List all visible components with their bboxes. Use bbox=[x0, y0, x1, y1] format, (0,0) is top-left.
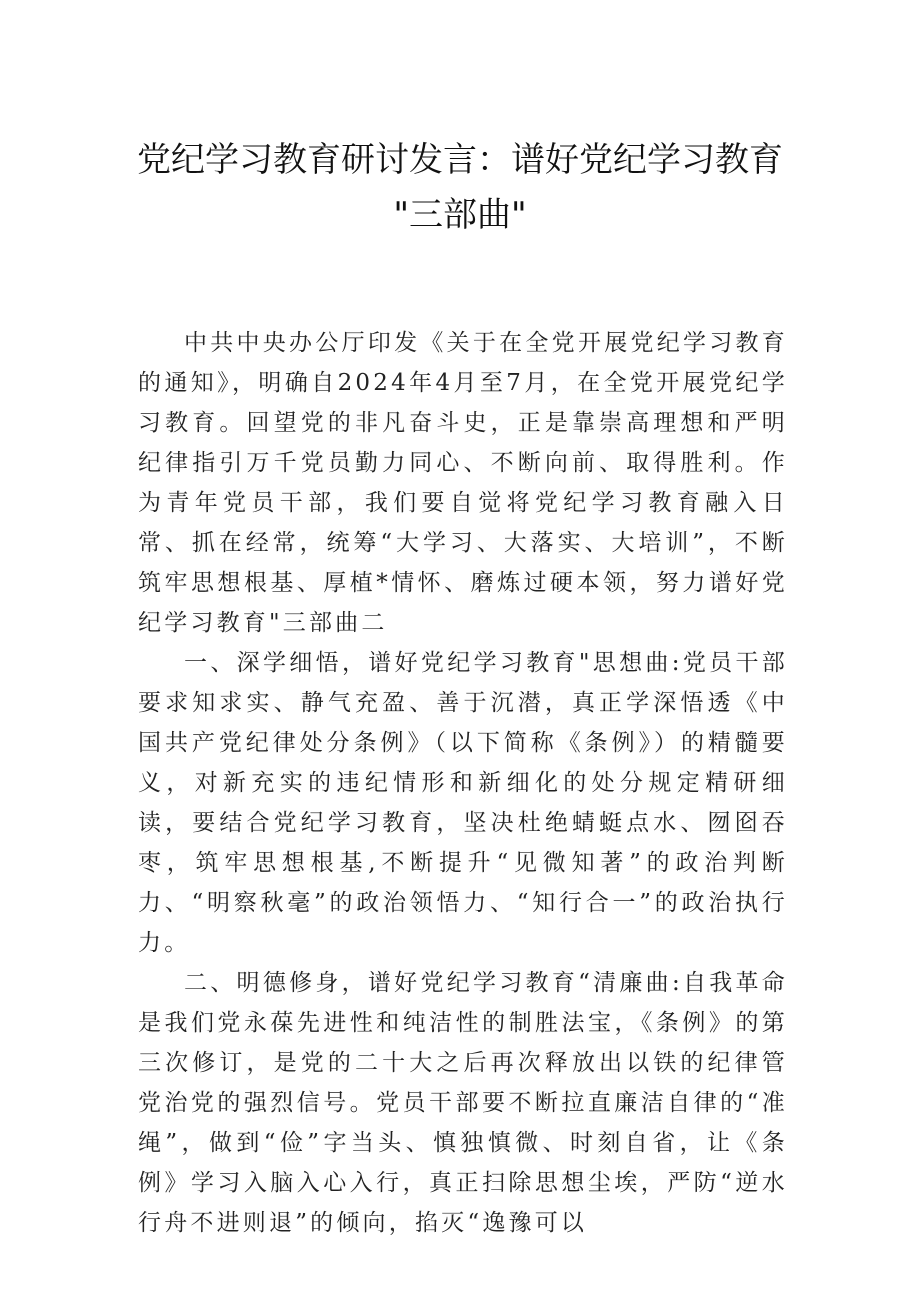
document-body bbox=[138, 323, 788, 1243]
paragraph-section-1: 一、深学细悟，谱好党纪学习教育"思想曲:党员干部要求知求实、静气充盈、善于沉潜，真正学深悟透《中国共产党纪律处分条例》（以下简称《条例》）的精髓要义，对新充实的违纪情形和新细化的处分规定精研细读，要结合党纪学习教育，坚决杜绝蜻蜓点水、囫囵吞枣，筑牢思想根基,不断提升“见微知著”的政治判断力、“明察秋毫”的政治领悟力、“知行合一”的政治执行力。 bbox=[138, 650, 788, 956]
paragraph-intro: 中共中央办公厅印发《关于在全党开展党纪学习教育的通知》，明确自2024年4月至7月，在全党开展党纪学习教育。回望党的非凡奋斗史，正是靠崇高理想和严明纪律指引万千党员勤力同心、不断向前、取得胜利。作为青年党员干部，我们要自觉将党纪学习教育融入日常、抓在经常，统筹“大学习、大落实、大培训”，不断筑牢思想根基、厚植*情怀、磨炼过硬本领，努力谱好党纪学习教育"三部曲二 bbox=[138, 330, 788, 636]
document-title-line-1: 党纪学习教育研讨发言：谱好党纪学习教育 bbox=[137, 140, 783, 180]
paragraph-section-2: 二、明德修身，谱好党纪学习教育“清廉曲:自我革命是我们党永葆先进性和纯洁性的制胜法宝，《条例》的第三次修订，是党的二十大之后再次释放出以铁的纪律管党治党的强烈信号。党员干部要不断拉直廉洁自律的“准绳”，做到“俭”字当头、慎独慎微、时刻自省，让《条例》学习入脑入心入行，真正扫除思想尘埃，严防“逆水行舟不进则退”的倾向，掐灭“逸豫可以 bbox=[138, 970, 788, 1236]
document-title-line-2: "三部曲" bbox=[393, 195, 527, 235]
